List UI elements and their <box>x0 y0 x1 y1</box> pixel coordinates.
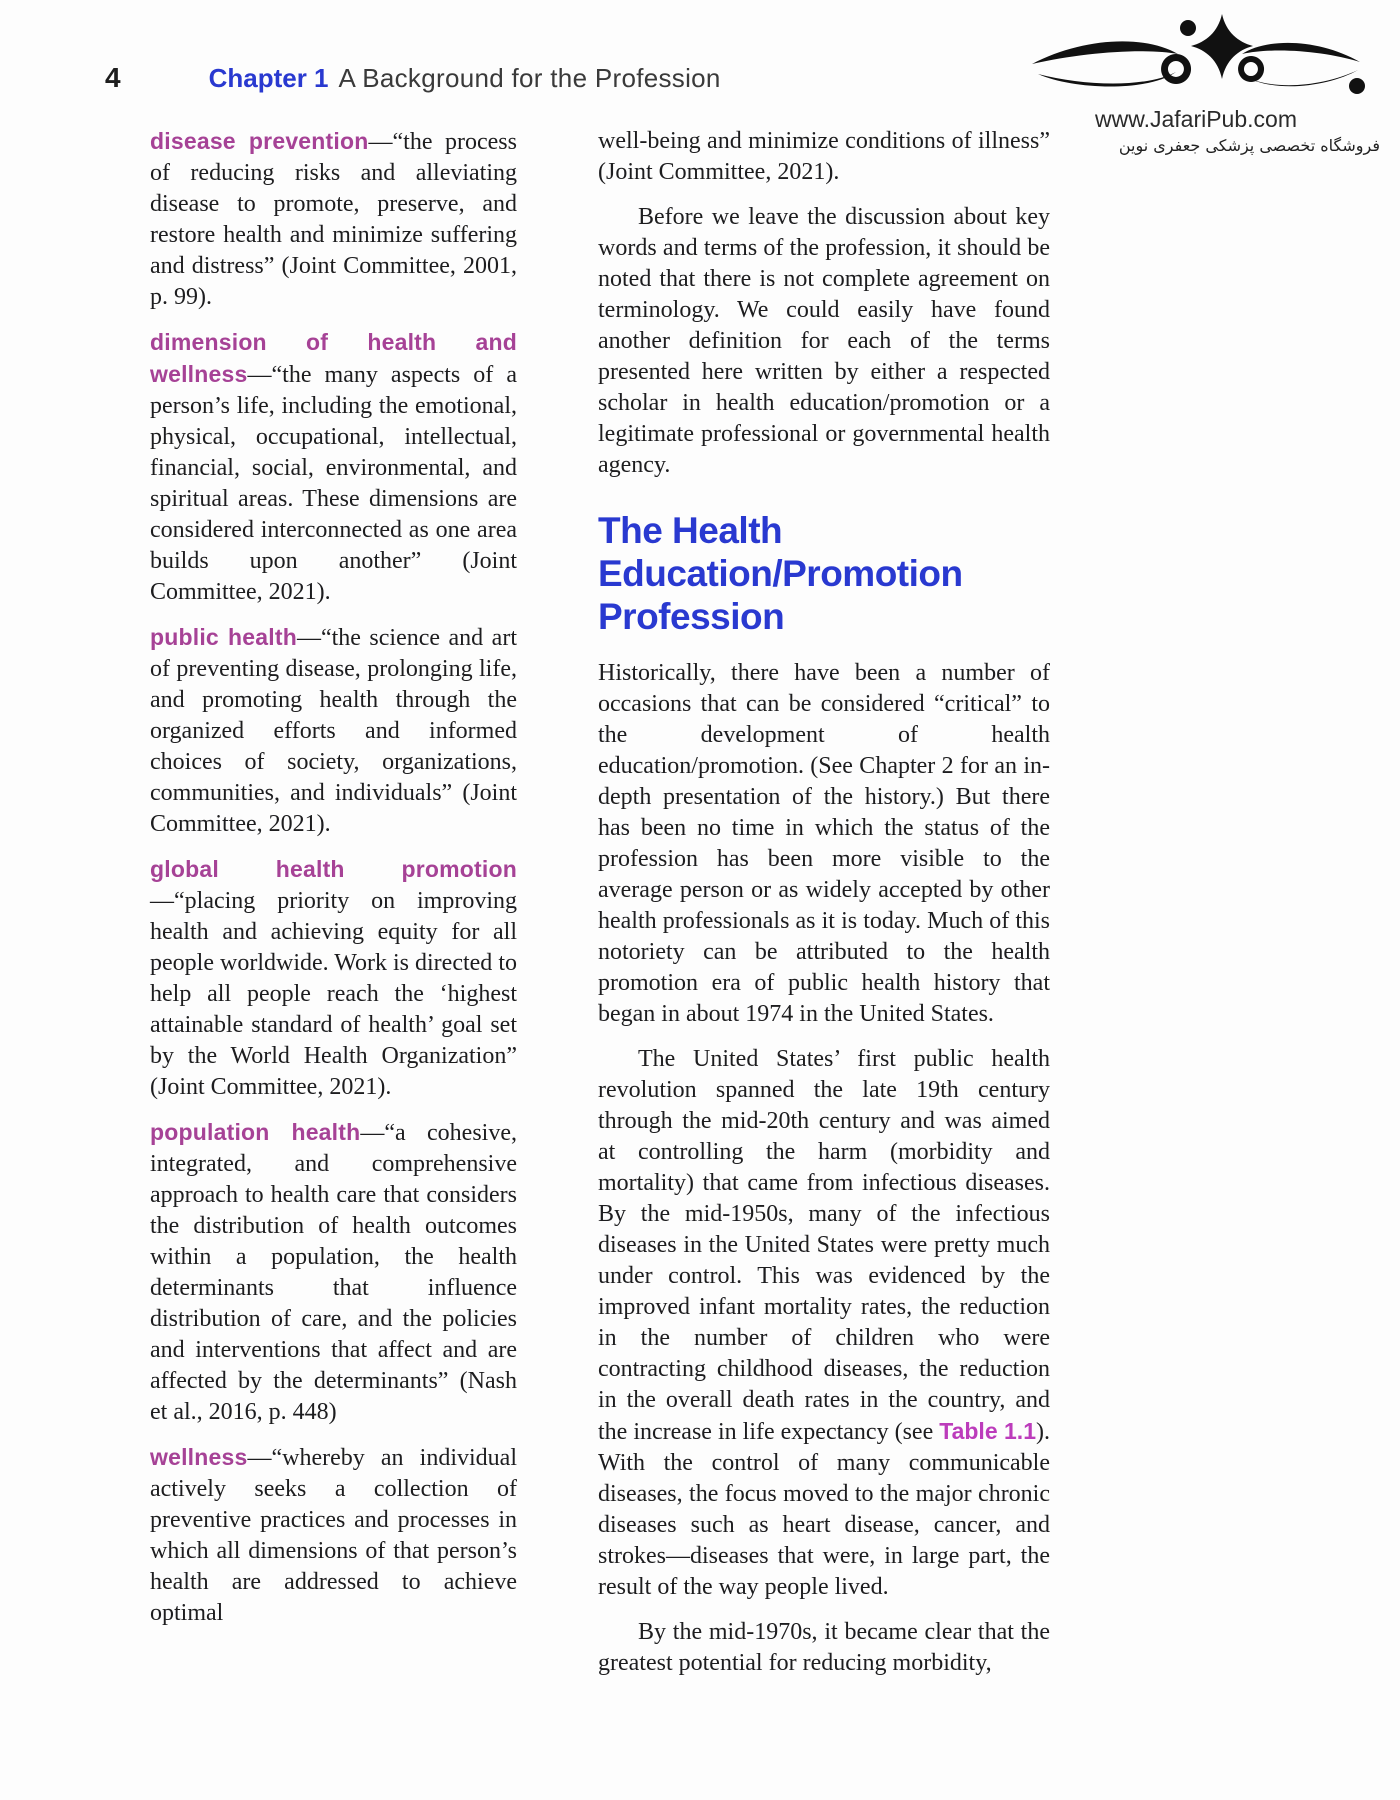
glossary-entry <box>150 327 517 608</box>
glossary-term: population health <box>150 1119 361 1145</box>
table-1-1-reference: Table 1.1 <box>939 1418 1036 1444</box>
glossary-entry <box>150 622 517 840</box>
glossary-entry <box>150 1117 517 1428</box>
glossary-entry <box>150 126 517 313</box>
paragraph-revolution <box>598 1044 1050 1603</box>
glossary-term: global health promotion <box>150 856 517 882</box>
glossary-term: disease prevention <box>150 128 369 154</box>
glossary-term: public health <box>150 624 297 650</box>
left-column <box>150 126 517 1643</box>
paragraph-mid1970s: By the mid-1970s, it became clear that the greatest potential for reducing morbidity, <box>598 1619 1050 1676</box>
chapter-label: Chapter 1 <box>208 63 329 93</box>
glossary-definition: —“whereby an individual actively seeks a collection of preventive practices and processes in which all dimensions of that person’s health are addressed to achieve optimal <box>150 1445 517 1626</box>
glossary-definition: —“placing priority on improving health and achieving equity for all people worldwide. Work is directed to help all people reach the ‘highest attainable standard of health’ goal set by the World Health Organization” (Joint Committee, 2021). <box>150 888 517 1100</box>
glossary-term: wellness <box>150 1444 248 1470</box>
publisher-brand <box>1006 12 1386 155</box>
glossary-term: dimension of health and wellness <box>150 329 517 387</box>
definition-continuation: well-being and minimize conditions of illness” (Joint Committee, 2021). <box>598 128 1050 185</box>
glossary-entry <box>150 854 517 1103</box>
running-head <box>105 62 905 94</box>
section-heading: The Health Education/Promotion Profession <box>598 510 963 637</box>
chapter-title: A Background for the Profession <box>338 63 721 93</box>
glossary-definition: —“the many aspects of a person’s life, including the emotional, physical, occupational, intellectual, financial, social, environmental, and spiritual areas. These dimensions are considered interconnected as one area builds upon another” (Joint Committee, 2021). <box>150 362 517 605</box>
right-column <box>598 126 1050 1693</box>
paragraph-revolution-text-after: ). With the control of many communicable diseases, the focus moved to the major chronic diseases such as heart disease, cancer, and strokes—diseases that were, in large part, the result of the way people lived. <box>598 1419 1050 1600</box>
publisher-tagline-farsi: فروشگاه تخصصی پزشکی جعفری نوین <box>1118 136 1380 155</box>
paragraph-historically: Historically, there have been a number of occasions that can be considered “critical” to the development of health education/promotion. (See Chapter 2 for an in-depth presentation of the history.) But there has been no time in which the status of the profession has been more visible to the average person or as widely accepted by other health professionals as it is today. Much of this notoriety can be attributed to the health promotion era of public health history that began in about 1974 in the United States. <box>598 660 1050 1027</box>
glossary-definition: —“a cohesive, integrated, and comprehensive approach to health care that considers the distribution of health outcomes within a population, the health determinants that influence distribution of care, and the policies and interventions that affect and are affected by the determinants” (Nash et al., 2016, p. 448) <box>150 1120 517 1425</box>
paragraph-terminology: Before we leave the discussion about key words and terms of the profession, it should be noted that there is not complete agreement on terminology. We could easily have found another definition for each of the terms presented here written by either a respected scholar in health education/promotion or a legitimate professional or governmental health agency. <box>598 204 1050 478</box>
glossary-entry <box>150 1442 517 1629</box>
paragraph-revolution-text: The United States’ first public health revolution spanned the late 19th century through the mid-20th century and was aimed at controlling the harm (morbidity and mortality) that came from infectious diseases. By the mid-1950s, many of the infectious diseases in the United States were pretty much under control. This was evidenced by the improved infant mortality rates, the reduction in the number of children who were contracting childhood diseases, the reduction in the overall death rates in the country, and the increase in life expectancy (see <box>598 1046 1050 1445</box>
jafari-calligraphy-logo-icon <box>1026 12 1366 104</box>
publisher-website: www.JafariPub.com <box>1095 106 1297 132</box>
glossary-definition: —“the science and art of preventing disease, prolonging life, and promoting health through the organized efforts and informed choices of society, organizations, communities, and individuals” (Joint Committee, 2021). <box>150 625 517 837</box>
page-number: 4 <box>105 62 121 93</box>
glossary-definition: —“the process of reducing risks and alleviating disease to promote, preserve, and restore health and minimize suffering and distress” (Joint Committee, 2001, p. 99). <box>150 129 517 310</box>
